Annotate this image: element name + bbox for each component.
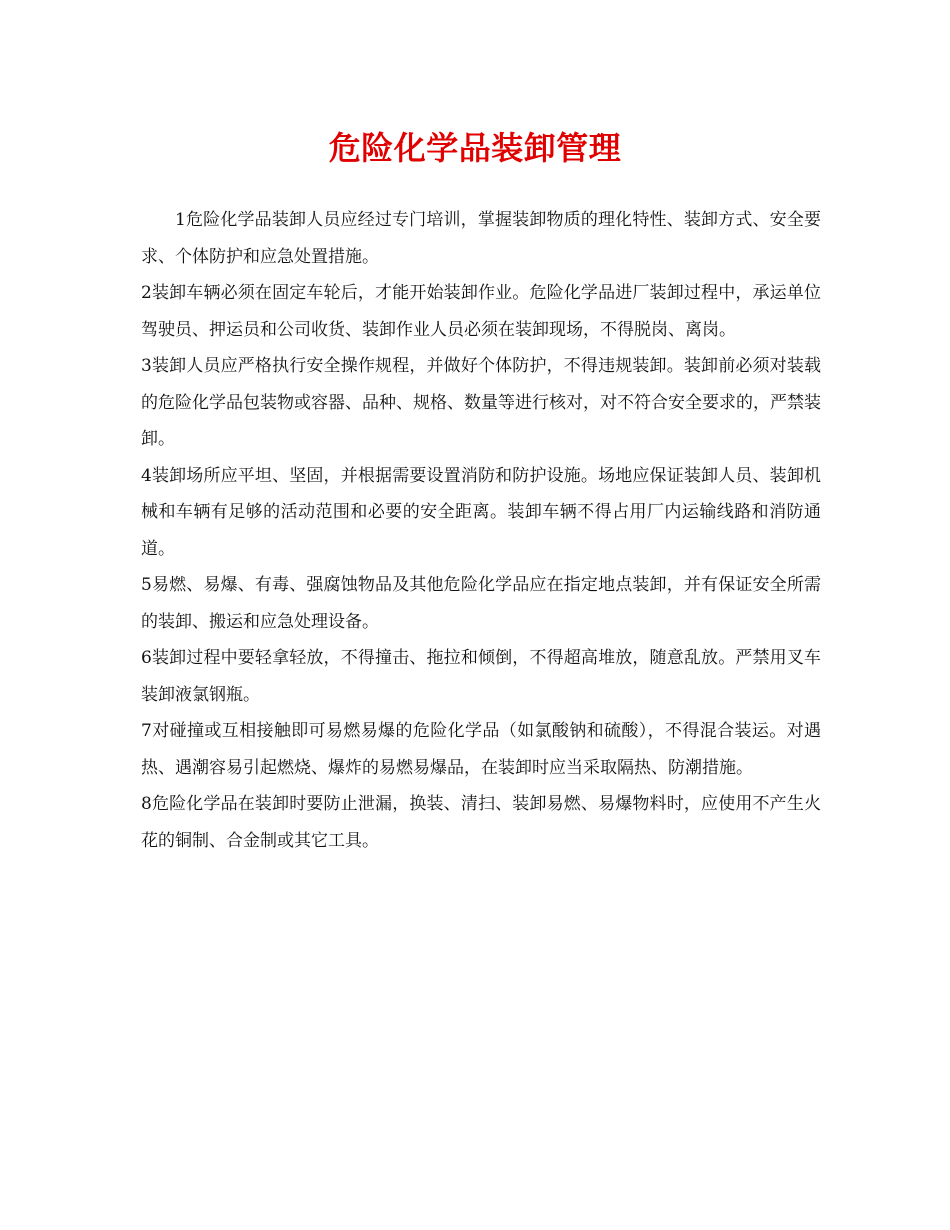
paragraph-4: 4装卸场所应平坦、坚固，并根据需要设置消防和防护设施。场地应保证装卸人员、装卸机械和车辆有足够的活动范围和必要的安全距离。装卸车辆不得占用厂内运输线路和消防通道。 <box>141 465 821 559</box>
document-title: 危险化学品装卸管理 <box>328 129 622 167</box>
paragraph-3: 3装卸人员应严格执行安全操作规程，并做好个体防护，不得违规装卸。装卸前必须对装载的危险化学品包装物或容器、品种、规格、数量等进行核对，对不符合安全要求的，严禁装卸。 <box>141 356 821 449</box>
paragraph-1: 1危险化学品装卸人员应经过专门培训，掌握装卸物质的理化特性、装卸方式、安全要求、个体防护和应急处置措施。 <box>141 210 821 267</box>
paragraph-8: 8危险化学品在装卸时要防止泄漏，换装、清扫、装卸易燃、易爆物料时，应使用不产生火花的铜制、合金制或其它工具。 <box>141 794 821 851</box>
paragraph-6: 6装卸过程中要轻拿轻放，不得撞击、拖拉和倾倒，不得超高堆放，随意乱放。严禁用叉车装卸液氯钢瓶。 <box>141 648 821 705</box>
document-body <box>141 202 821 859</box>
paragraph-7: 7对碰撞或互相接触即可易燃易爆的危险化学品（如氯酸钠和硫酸），不得混合装运。对遇热、遇潮容易引起燃烧、爆炸的易燃易爆品，在装卸时应当采取隔热、防潮措施。 <box>141 721 821 778</box>
paragraph-5: 5易燃、易爆、有毒、强腐蚀物品及其他危险化学品应在指定地点装卸，并有保证安全所需的装卸、搬运和应急处理设备。 <box>141 575 821 632</box>
paragraph-2: 2装卸车辆必须在固定车轮后，才能开始装卸作业。危险化学品进厂装卸过程中，承运单位驾驶员、押运员和公司收货、装卸作业人员必须在装卸现场，不得脱岗、离岗。 <box>141 283 821 340</box>
